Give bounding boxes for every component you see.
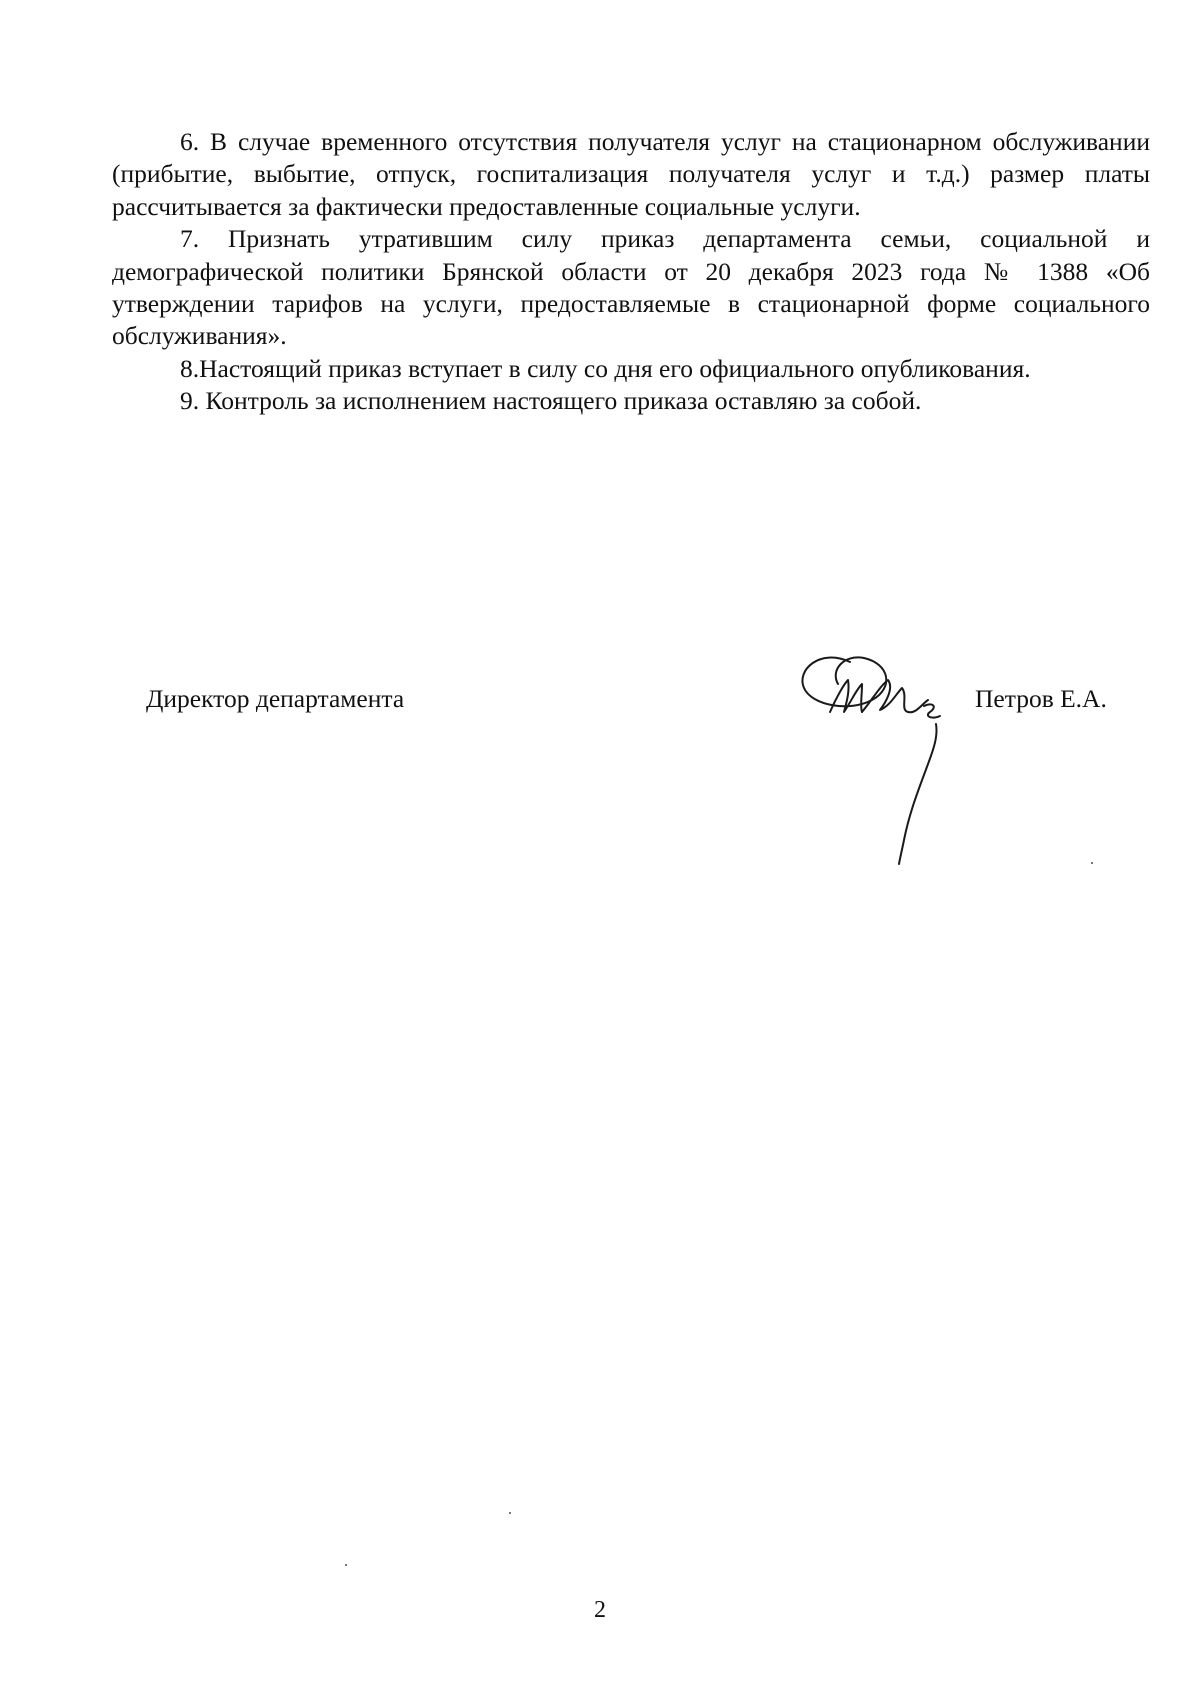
scan-speck [1091,862,1093,864]
document-body [112,126,1150,418]
paragraph-6: 6. В случае временного отсутствия получателя услуг на стационарном обслуживании (прибытие, выбытие, отпуск, госпитализация получателя услуг и т.д.) размер платы рассчитывается за фактически предоставленные социальные услуги. [112,127,1150,221]
paragraph-8: 8.Настоящий приказ вступает в силу со дня его официального опубликования. [180,353,1031,383]
paragraph-9: 9. Контроль за исполнением настоящего приказа оставляю за собой. [180,386,922,416]
scan-speck [509,1512,511,1514]
scan-speck [345,1564,347,1566]
signatory-position: Директор департамента [146,684,405,713]
paragraph-7: 7. Признать утратившим силу приказ департамента семьи, социальной и демографической политики Брянской области от 20 декабря 2023 года № 1388 «Об утверждении тарифов на услуги, предоставляемые в стационарной форме социального обслуживания». [112,224,1150,351]
page-number: 2 [594,1597,606,1623]
handwritten-signature [790,640,970,870]
signatory-name: Петров Е.А. [975,684,1107,713]
